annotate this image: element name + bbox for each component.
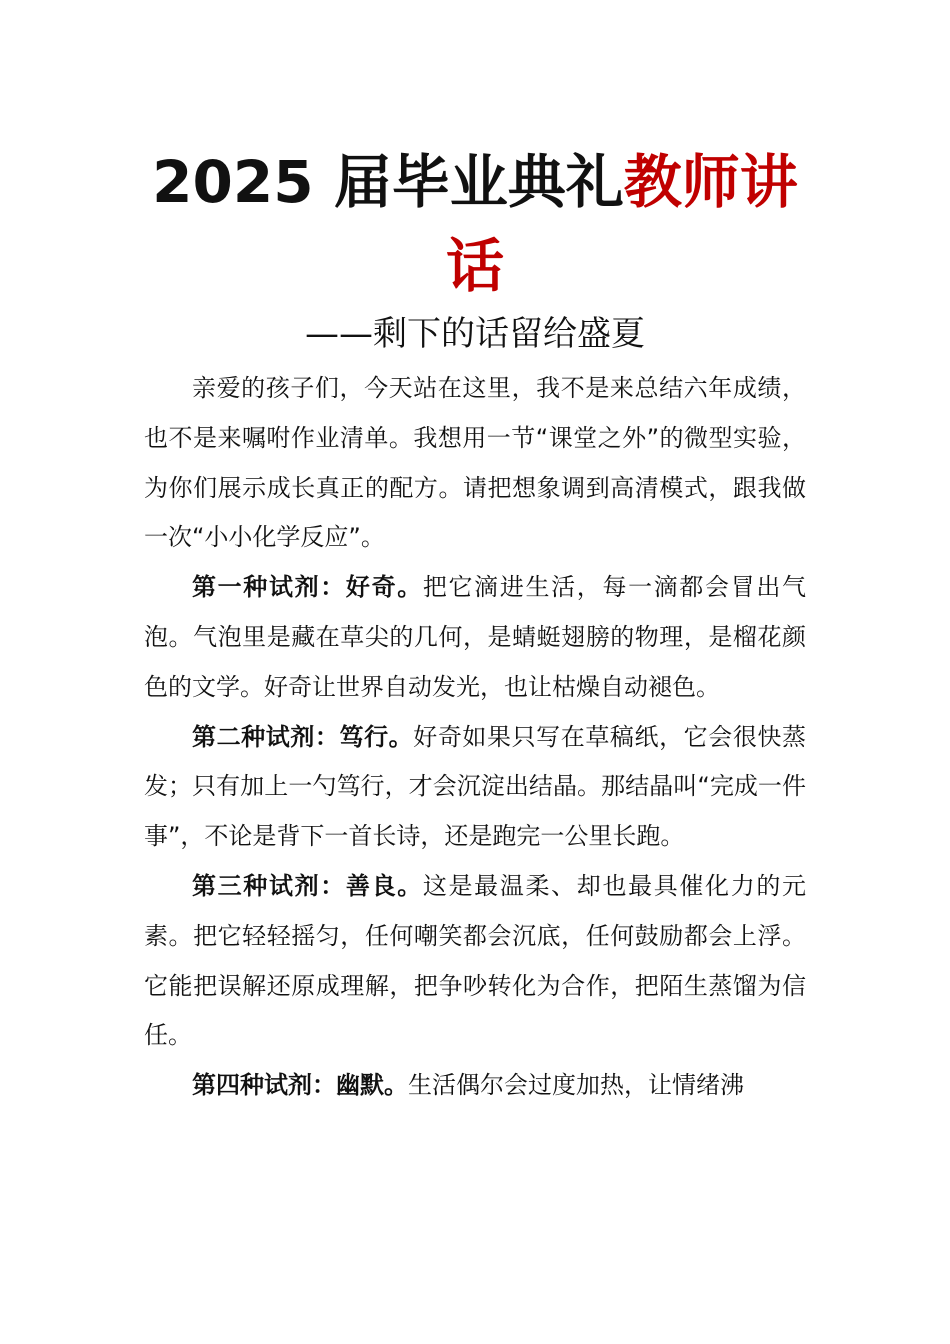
paragraph-text: 这是最温柔、却也最具催化力的元素。把它轻轻摇匀，任何嘲笑都会沉底，任何鼓励都会上浮。它能把误解还原成理解，把争吵转化为合作，把陌生蒸馏为信任。: [144, 871, 807, 1050]
paragraph-text: 把它滴进生活，每一滴都会冒出气泡。气泡里是藏在草尖的几何，是蜻蜓翅膀的物理，是榴花颜色的文学。好奇让世界自动发光，也让枯燥自动褪色。: [144, 573, 807, 701]
paragraph-text: 好奇如果只写在草稿纸，它会很快蒸发；只有加上一勺笃行，才会沉淀出结晶。那结晶叫“完成一件事”，不论是背下一首长诗，还是跑完一公里长跑。: [144, 722, 806, 851]
paragraph-text: 生活偶尔会过度加热，让情绪沸: [408, 1071, 744, 1100]
page-subtitle: ——剩下的话留给盛夏: [305, 314, 645, 354]
title-red-part: 教师讲话: [445, 148, 798, 300]
paragraph-reagent-4: [144, 1061, 806, 1111]
paragraph-reagent-1: [144, 563, 806, 712]
paragraph-lead: 第一种试剂：好奇。: [192, 573, 423, 602]
document-page: [144, 140, 806, 1111]
title-black-part: 2025 届毕业典礼: [152, 148, 624, 216]
paragraph-intro: [144, 364, 806, 563]
paragraph-lead: 第四种试剂：幽默。: [192, 1071, 408, 1100]
paragraph-lead: 第三种试剂：善良。: [192, 871, 423, 900]
paragraph-text: 亲爱的孩子们，今天站在这里，我不是来总结六年成绩，也不是来嘱咐作业清单。我想用一节“课堂之外”的微型实验，为你们展示成长真正的配方。请把想象调到高清模式，跟我做一次“小小化学反应”。: [144, 374, 806, 552]
page-title: [144, 140, 806, 308]
paragraph-reagent-2: [144, 713, 806, 862]
paragraph-lead: 第二种试剂：笃行。: [192, 722, 414, 751]
paragraph-reagent-3: [144, 862, 806, 1061]
